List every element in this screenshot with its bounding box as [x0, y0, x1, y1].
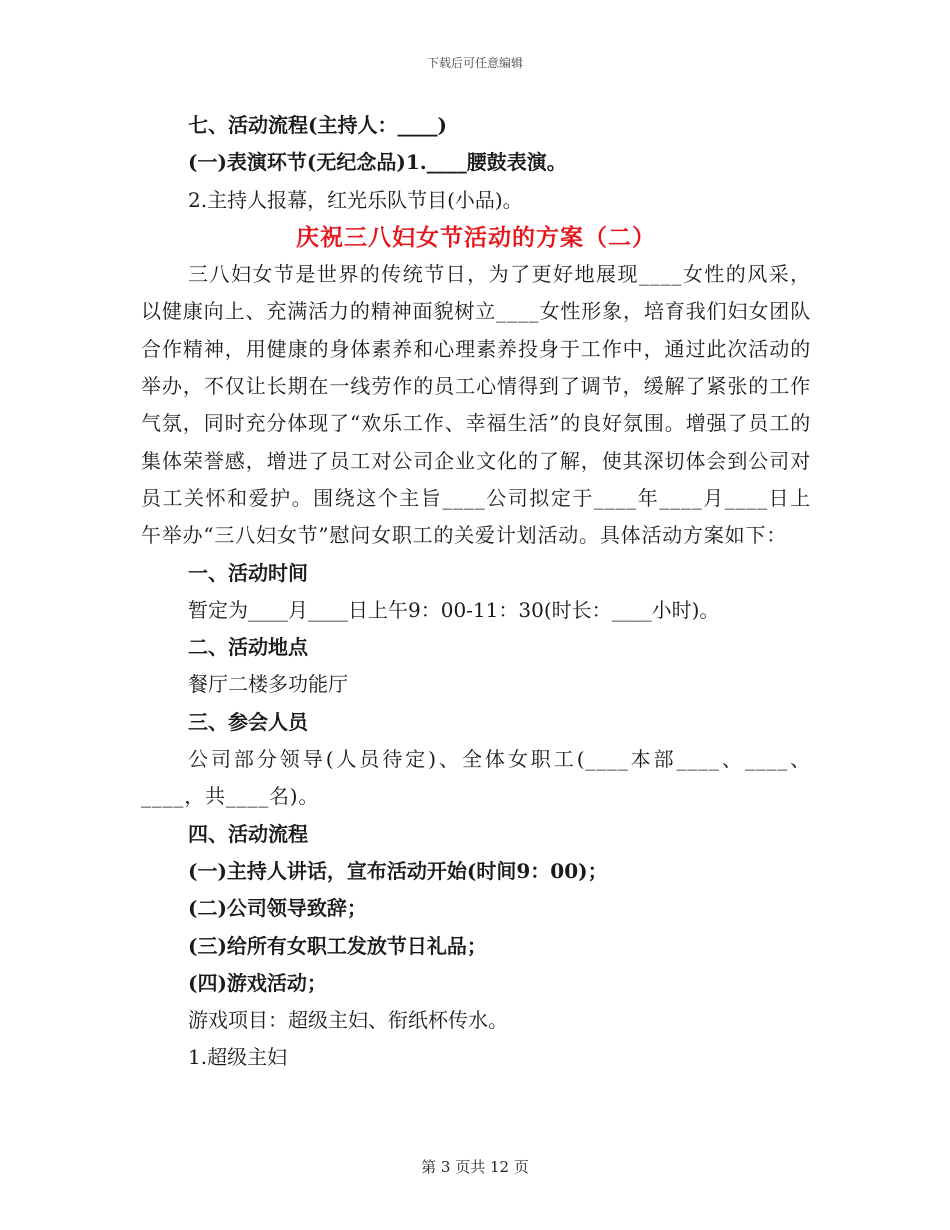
host-announce-line: 2.主持人报幕，红光乐队节目(小品)。 — [188, 187, 523, 212]
flow-item-1: (一)主持人讲话，宣布活动开始(时间9：00)； — [188, 858, 608, 883]
place-text: 餐厅二楼多功能厅 — [188, 672, 348, 697]
intro-paragraph: 三八妇女节是世界的传统节日，为了更好地展现____女性的风采，以健康向上、充满活力的精神面貌树立____女性形象，培育我们妇女团队合作精神，用健康的身体素养和心理素养投身于工作中，通过此次活动的举办，不仅让长期在一线劳作的员工心情得到了调节，缓解了紧张的工作气氛，同时充分体现了“欢乐工作、幸福生活”的良好氛围。增强了员工的集体荣誉感，增进了员工对公司企业文化的了解，使其深切体会到公司对员工关怀和爱护。围绕这个主旨____公司拟定于____年____月____日上午举办“三八妇女节”慰问女职工的关爱计划活动。具体活动方案如下： — [141, 262, 811, 548]
games-text: 游戏项目：超级主妇、衔纸杯传水。 — [188, 1008, 508, 1033]
time-heading: 一、活动时间 — [188, 560, 308, 585]
page-header: 下载后可任意编辑 — [426, 56, 523, 70]
flow-host-heading: 七、活动流程(主持人：____) — [188, 113, 447, 137]
flow-heading: 四、活动流程 — [188, 821, 308, 846]
flow-item-3: (三)给所有女职工发放节日礼品； — [188, 933, 487, 958]
page-footer: 第 3 页共 12 页 — [421, 1158, 529, 1176]
place-heading: 二、活动地点 — [188, 635, 308, 660]
flow-item-4: (四)游戏活动； — [188, 970, 327, 995]
performance-line: (一)表演环节(无纪念品)1.____腰鼓表演。 — [188, 150, 567, 175]
time-text: 暂定为____月____日上午9：00-11：30(时长：____小时)。 — [188, 597, 720, 622]
flow-item-2: (二)公司领导致辞； — [188, 896, 367, 921]
people-heading: 三、参会人员 — [188, 709, 308, 734]
document-title: 庆祝三八妇女节活动的方案（二） — [296, 223, 656, 251]
game-item-1: 1.超级主妇 — [188, 1045, 288, 1070]
people-text: 公司部分领导(人员待定)、全体女职工(____本部____、____、____，共____名)。 — [141, 747, 811, 809]
document-body — [141, 107, 811, 1077]
